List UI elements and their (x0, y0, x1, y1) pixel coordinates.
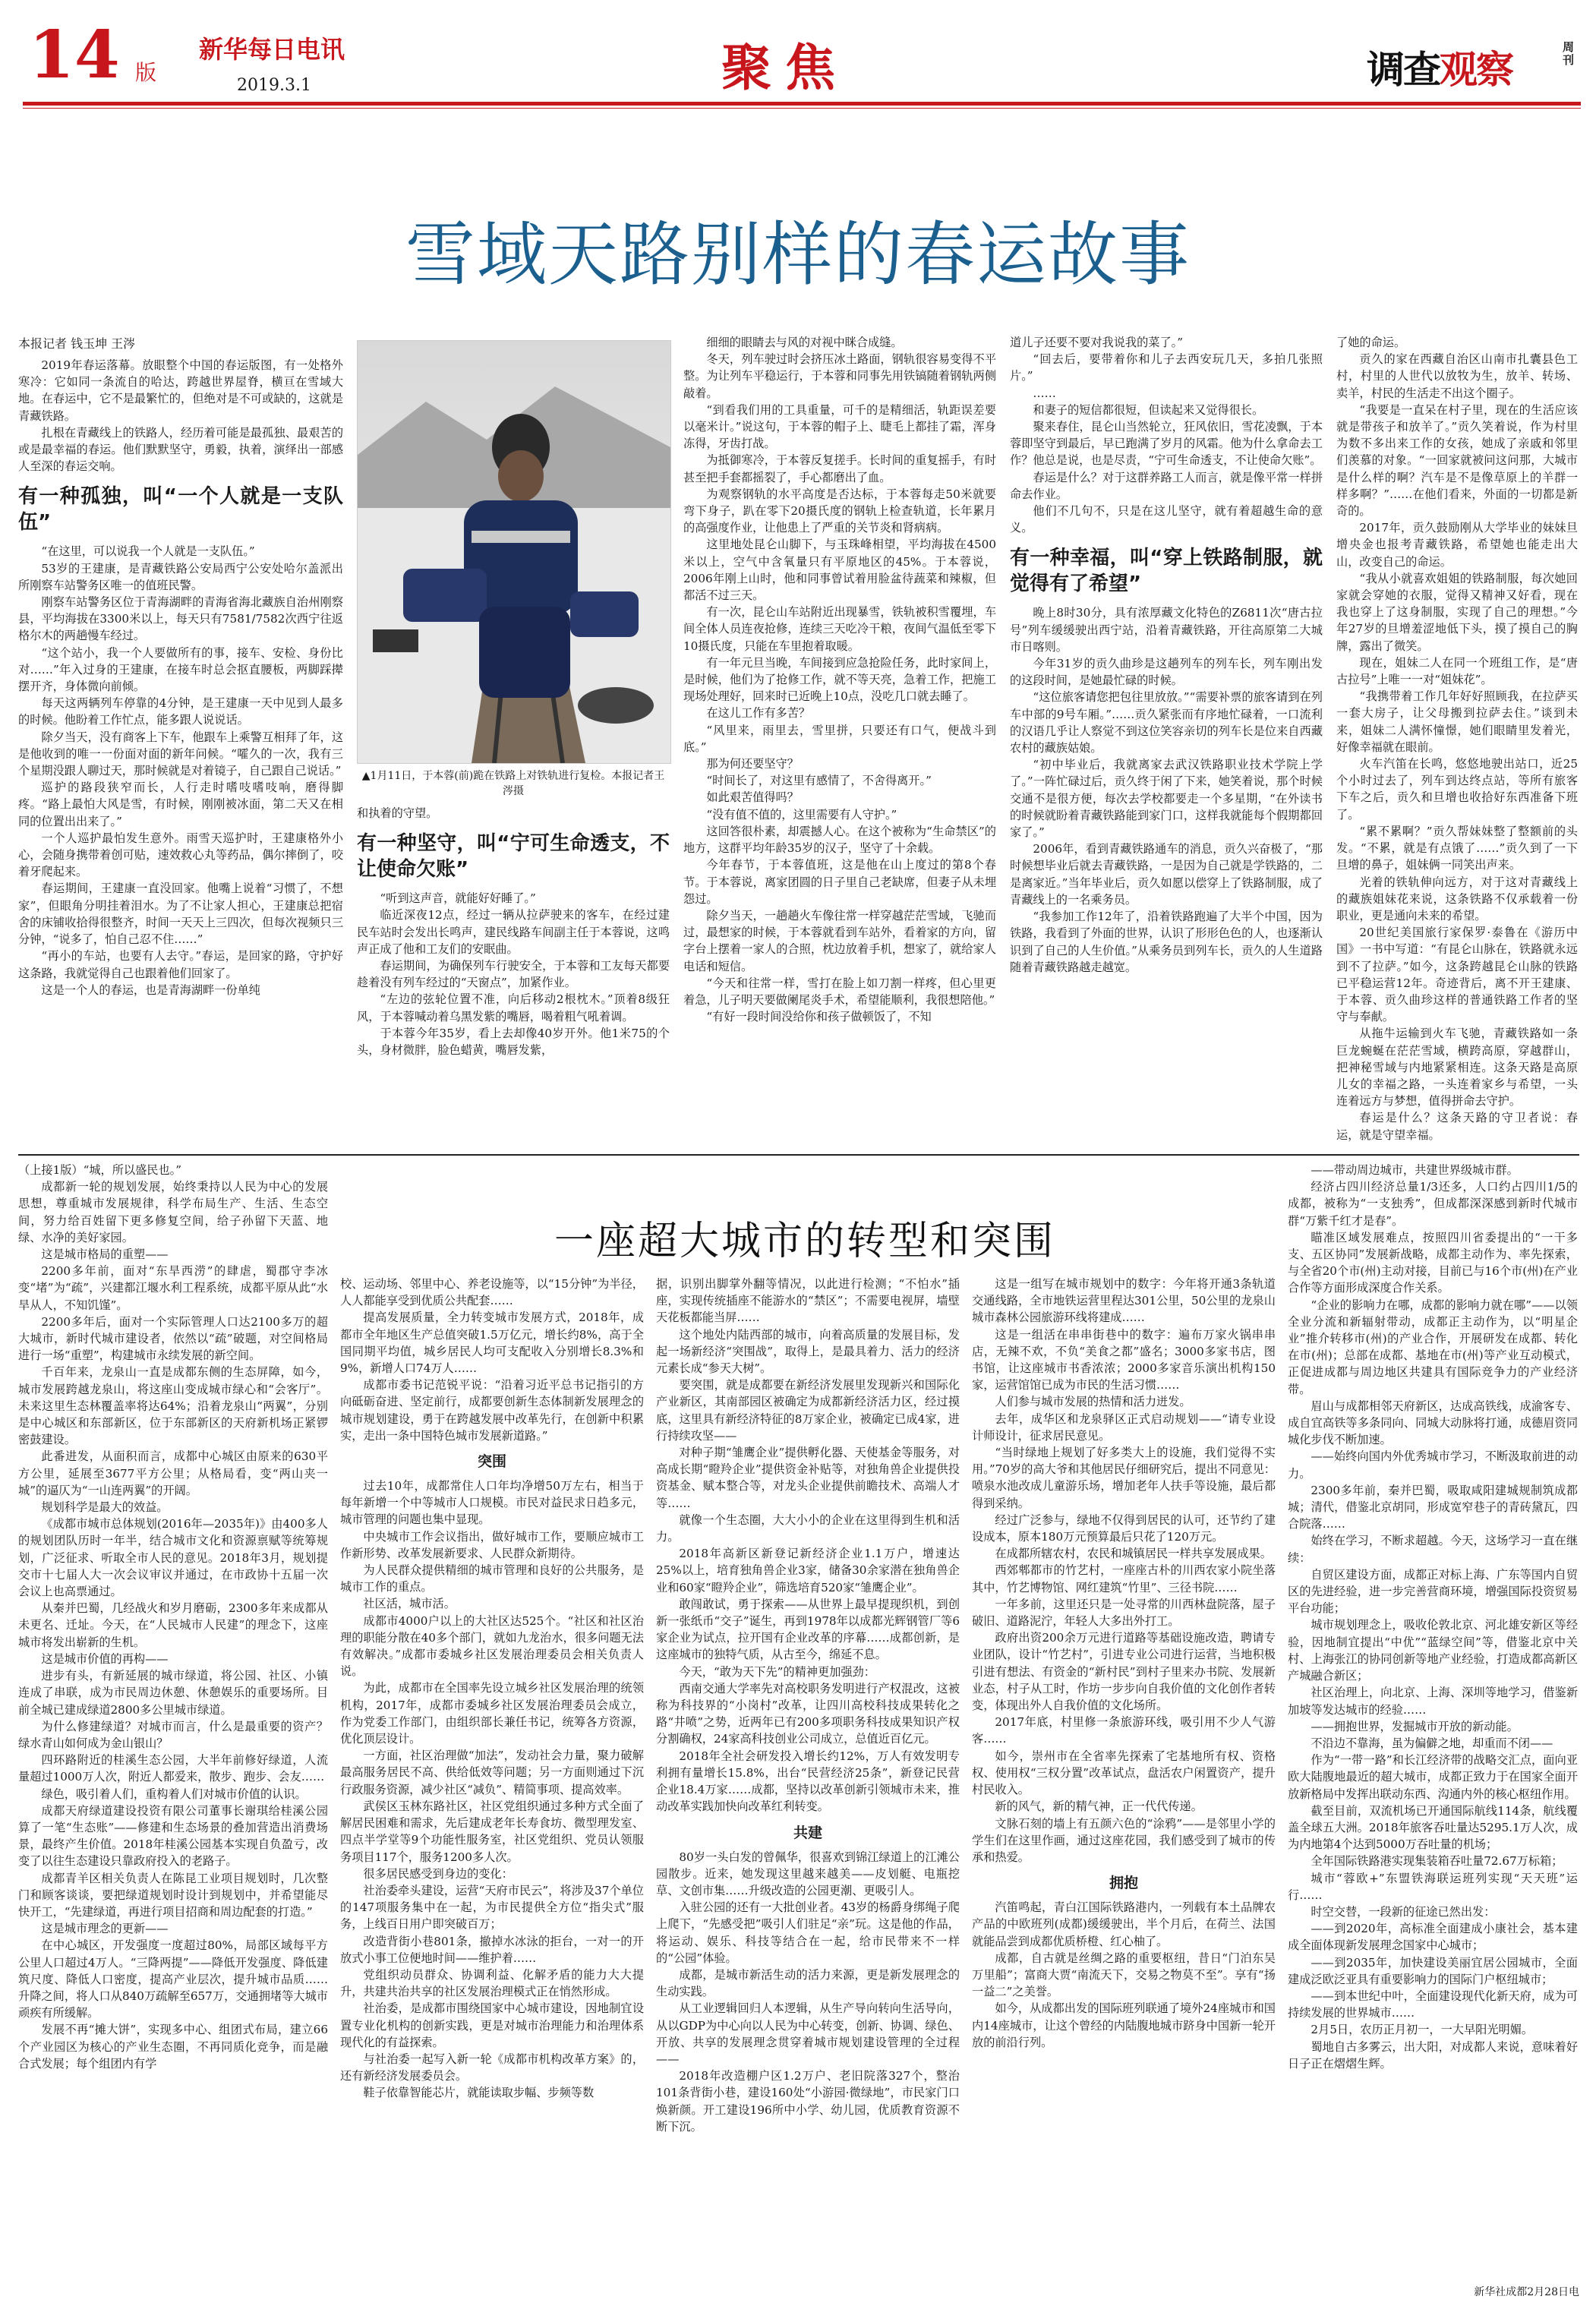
column-brand-sub: 周刊 (1563, 40, 1575, 67)
paragraph: 这是一组活在串串街巷中的数字：遍布万家火锅串串店，无辣不欢，不负“美食之都”盛名；3000多家书店，图书馆，让这座城市书香浓浓；2000多家音乐演出机构150家，运营馆馆已成为市民的生活习惯…… (972, 1327, 1276, 1393)
article2-col5-body (1288, 1162, 1578, 2072)
masthead-rule-thin (23, 108, 1581, 109)
paragraph: 这是一组写在城市规划中的数字：今年将开通3条轨道交通线路，全市地铁运营里程达301公里，50公里的龙泉山城市森林公园旅游环线将建成…… (972, 1277, 1276, 1325)
article1-column-4 (1010, 334, 1323, 1148)
paragraph: ——到本世纪中叶，全面建设现代化新天府，成为可持续发展的世界城市…… (1288, 1989, 1578, 2020)
article1-col1-intro (18, 357, 343, 475)
article2-col4-body (972, 1899, 1276, 2051)
paragraph: 社区治理上，向北京、上海、深圳等地学习，借鉴新加坡等发达城市的经验…… (1288, 1686, 1578, 1717)
paragraph: 西郊郫都市的竹艺村，一座座古朴的川西农家小院坐落其中，竹艺博物馆、网红建筑“竹里”、三径书院…… (972, 1563, 1276, 1594)
paragraph: “我参加工作12年了，沿着铁路跑遍了大半个中国，因为铁路，我看到了外面的世界，认识了形形色色的人，也逐渐认识到了自己的人生价值。”从乘务员到列车长，贡久的人生道路随着青藏铁路越走越宽。 (1010, 910, 1323, 974)
article1-subhead-3: 有一种幸福，叫“穿上铁路制服，就觉得有了希望” (1010, 547, 1323, 596)
paragraph: 为抵御寒冷，于本蓉反复搓手。长时间的重复摇手，有时甚至把手套都摇裂了，手心都磨出了血。 (683, 453, 996, 484)
article1-headline: 雪域天路别样的春运故事 (405, 214, 1191, 295)
paragraph: “左边的弦轮位置不准，向后移动2根枕木。”顶着8级狂风，于本蓉喊动着乌黑发紫的嘴唇，喝着粗气吼着调。 (357, 992, 670, 1024)
article2-subhead-3: 拥抱 (1109, 1875, 1138, 1892)
paragraph: 贡久的家在西藏自治区山南市扎囊县色工村，村里的人世代以放牧为生，放羊、转场、卖羊，村民的生活走不出这个圈子。 (1336, 352, 1578, 400)
paragraph: 据，识别出脚掌外翻等情况，以此进行检测；“不怕水”插座，实现传统插座不能游水的“禁区”；不需要电视屏，墙壁天花板都能当屏…… (656, 1277, 960, 1325)
article2-col2-top (340, 1276, 644, 1444)
paragraph: 文脉石刻的墙上有五颜六色的“涂鸦”——是邻里小学的学生们在这里作画，通过这座花园，我们感受到了城市的传承和热爱。 (972, 1816, 1276, 1864)
paragraph: 城市“蓉欧+”东盟铁海联运班列实现“天天班”运行…… (1288, 1871, 1578, 1902)
paragraph: “回去后，要带着你和儿子去西安玩几天，多拍几张照片。” (1010, 352, 1323, 383)
paragraph: 不沿边不靠海，虽为偏僻之地，却重而不闭—— (1311, 1736, 1553, 1750)
paragraph: 对种子期“雏鹰企业”提供孵化器、天使基金等服务，对高成长期“瞪羚企业”提供资金补贴等，对独角兽企业提供投资基金、赋本整合等，对龙头企业提供前瞻技术、高端人才等…… (656, 1446, 960, 1510)
paragraph: ——到2035年，加快建设美丽宜居公园城市，全面建成泛欧泛亚具有重要影响力的国际门户枢纽城市； (1288, 1955, 1578, 1986)
article1-subhead-1: 有一种孤独，叫“一个人就是一支队伍” (18, 485, 343, 535)
paragraph: 这是城市价值的再构—— (41, 1651, 169, 1666)
paragraph: ——到2020年，高标准全面建成小康社会，基本建成全面体现新发展理念国家中心城市； (1288, 1922, 1578, 1953)
paragraph: 现在，姐妹二人在同一个班组工作，是“唐古拉号”上唯一一对“姐妹花”。 (1336, 655, 1578, 687)
paragraph: 如今，从成都出发的国际班列联通了境外24座城市和国内14座城市，让这个曾经的内陆腹地城市跻身中国新一轮开放的前沿行列。 (972, 2001, 1276, 2049)
paragraph: 春运是什么？对于这群养路工人而言，就是像平常一样拼命去作业。 (1010, 470, 1323, 501)
paragraph: “累不累啊？”贡久帮妹妹整了整额前的头发。“不累，就是有点饿了……”贡久到了一下旦增的鼻子，姐妹俩一同笑出声来。 (1336, 824, 1578, 872)
column-brand (1367, 39, 1512, 94)
article1-subhead-2: 有一种坚守，叫“宁可生命透支，不让使命欠账” (357, 832, 670, 882)
paragraph: 光着的铁轨伸向远方，对于这对青藏线上的藏族姐妹花来说，这条铁路不仅承载着一份职业，更是通向未来的希望。 (1336, 875, 1578, 923)
paragraph: ——拥抱世界，发掘城市开放的新动能。 (1311, 1719, 1519, 1733)
paragraph: 政府出资200余万元进行道路等基础设施改造，聘请专业团队，设计“竹艺村”，引进专业公司进行运营，当地积极引进有想法、有资金的“新村民”到村子里来办书院、发展新业态，村子从工时，作坊一步步向自我价值的文化创作者转变，体现出外人自我价值的文化场所。 (972, 1631, 1276, 1713)
paragraph: 如此艰苦值得吗？ (706, 790, 799, 805)
paragraph: 改造背街小巷801条，撤掉水冰泳的拒台，一对一的开放式小事工位便地时间——维护着…… (340, 1934, 644, 1965)
paragraph: 春运期间，为确保列车行驶安全，于本蓉和工友每天都要趁着没有列车经过的“天窗点”，加紧作业。 (357, 959, 670, 990)
article1-photo-caption: ▲1月11日，于本蓉(前)跪在铁路上对铁轨进行复检。本报记者王涔摄 (361, 770, 665, 797)
paragraph: 过去10年，成都常住人口年均净增50万左右，相当于每年新增一个中等城市人口规模。市民对益民求日趋多元，城市管理的问题也集中显现。 (340, 1479, 644, 1527)
article2-column-4 (972, 1276, 1276, 2301)
paragraph: 除夕当天，没有商客上下车，他跟车上乘警互相拜了年，这是他收到的唯一一份面对面的新年问候。“嚯久的一次，我有三个星期没跟人聊过天，那时候就是对着镜子，自己跟自己说话。” (18, 730, 343, 778)
paragraph: 和妻子的短信都很短，但读起来又觉得很长。 (1033, 402, 1264, 417)
page-suffix: 版 (135, 60, 157, 85)
paragraph: 党组织动员群众、协调利益、化解矛盾的能力大大提升，共建共治共享的社区发展治理模式正在悄然形成。 (340, 1967, 644, 1999)
paragraph: 《成都市城市总体规划(2016年—2035年)》由400多人的规划团队历时一年半，结合城市文化和资源禀赋等统筹规划，广泛征求、听取全市人民的意见。2018年3月，规划提交市十七届人大一次会议审议并通过，在市政协十五届一次会议上也高票通过。 (18, 1517, 328, 1599)
paragraph: “时间长了，对这里有感情了，不舍得离开。” (706, 774, 932, 788)
paragraph: “我从小就喜欢姐姐的铁路制服，每次她回家就会穿她的衣服，觉得又精神又好看，现在我也穿上了这身制服，实现了自己的理想。”今年27岁的旦增羞涩地低下头，摸了摸自己的胸牌，露出了微笑。 (1336, 571, 1578, 653)
paragraph: 要突围，就是成都要在新经济发展里发现新兴和国际化产业新区，其南部园区被确定为成都新经济活力区，经过摸底，这里具有新经济特征的8万家企业，被确定已成4家，进行持续攻坚—— (656, 1378, 960, 1443)
paragraph: 这里地处昆仑山脚下，与玉珠峰相望，平均海拔在4500米以上，空气中含氧量只有平原地区的45%。于本蓉说，2006年刚上山时，他和同事曾试着用脸盆待蔬菜和辣椒，但都活不过三天。 (683, 538, 996, 603)
paragraph: 与社治委一起写入新一轮《成都市机构改革方案》的，还有新经济发展委员会。 (340, 2052, 644, 2083)
paragraph: 从工业逻辑回归人本逻辑，从生产导向转向生活导向，从以GDP为中心向以人民为中心转变，创新、协调、绿色、开放、共享的发展理念贯穿着城市规划建设管理的全过程—— (656, 2001, 960, 2066)
paragraph: 社治委牵头建设，运营“天府市民云”，将涉及37个单位的147项服务集中在一起，为市民提供全方位“指尖式”服务，上线百日用户即突破百万； (340, 1883, 644, 1932)
paragraph: 扎根在青藏线上的铁路人，经历着可能是最孤独、最艰苦的或是最幸福的春运。他们默默坚守，勇毅，执着，演绎出一部感人至深的春运交响。 (18, 425, 343, 474)
paragraph: 在成都所辖农村，农民和城镇居民一样共享发展成果。 (995, 1547, 1272, 1561)
paragraph: 一个人巡护最怕发生意外。雨雪天巡护时，王建康格外小心，会随身携带着创可贴，速效救心丸等药品，偶尔摔倒了，咬着牙爬起来。 (18, 831, 343, 879)
article2-headline: 一座超大城市的转型和突围 (554, 1219, 1055, 1264)
paragraph: “听到这声音，就能好好睡了。” (380, 891, 536, 906)
article1-column-1 (18, 357, 343, 1147)
paragraph: 他们不几句不，只是在这儿坚守，就有着超越生命的意义。 (1010, 504, 1323, 535)
paragraph: 2200多年前，面对“东旱西涝”的肆虐，蜀郡守李冰变“堵”为“疏”，兴建都江堰水利工程系统，成都平原从此“水旱从人，不知饥馑”。 (18, 1264, 328, 1312)
paragraph: 53岁的王建康，是青藏铁路公安局西宁公安处哈尔盖派出所刚察车站警务区唯一的值班民警。 (18, 561, 343, 592)
paragraph: 为此，成都市在全国率先设立城乡社区发展治理的统领机构，2017年，成都市委城乡社区发展治理委员会成立，作为党委工作部门，由组织部长兼任书记，统筹各方资源，优化顶层设计。 (340, 1681, 644, 1746)
paragraph: 时空交替，一段新的征途已然出发： (1311, 1904, 1496, 1919)
paragraph: 2018年高新区新登记新经济企业1.1万户，增速达25%以上，培育独角兽企业3家，储备30余家潜在独角兽企业和60家“瞪羚企业”，筛选培育520家“雏鹰企业”。 (656, 1547, 960, 1594)
paragraph: 为人民群众提供精细的城市管理和良好的公共服务，是城市工作的重点。 (340, 1563, 644, 1594)
paragraph: 2006年，看到青藏铁路通车的消息，贡久兴奋极了，“那时候想毕业后就去青藏铁路，一是因为自己就是学铁路的，二是离家近。”当年毕业后，贡久如愿以偿穿上了铁路制服，成了青藏线上的一名乘务员。 (1010, 842, 1323, 907)
page-number: 14 (29, 17, 120, 93)
article2-subhead-1: 突围 (477, 1453, 506, 1471)
paragraph: 成都新一轮的规划发展，始终秉持以人民为中心的发展思想，尊重城市发展规律，科学布局生产、生活、生态空间，努力给百姓留下更多修复空间，给子孙留下天蓝、地绿、水净的美好家园。 (18, 1180, 328, 1244)
paragraph: 截至目前，双流机场已开通国际航线114条，航线覆盖全球五大洲。2018年旅客吞吐量达5295.1万人次，成为内地第4个达到5000万吞吐量的机场； (1288, 1803, 1578, 1852)
paragraph: 全年国际铁路港实现集装箱吞吐量72.67万标箱； (1311, 1854, 1563, 1869)
paragraph: 汽笛鸣起，青白江国际铁路港内，一列载有本土品牌农产品的中欧班列(成都)缓缓驶出，半个月后，在荷兰、法国就能品尝到成都优质桥橙、红心柚了。 (972, 1900, 1276, 1948)
issue-date: 2019.3.1 (237, 76, 311, 95)
article2-column-3 (656, 1276, 960, 2301)
paragraph: 一年多前，这里还只是一处寻常的川西林盘院落，屋子破旧、道路泥泞，年轻人大多出外打工。 (972, 1597, 1276, 1629)
paragraph: 进步有头，有新延展的城市绿道，将公园、社区、小镇连成了串联，成为市民周边休憩、休憩娱乐的重要场所。目前全城已建成绿道2800多公里城市绿道。 (18, 1669, 328, 1717)
paragraph: “风里来，雨里去，雪里拼，只要还有口气，便战斗到底。” (683, 723, 996, 754)
paragraph: 人们参与城市发展的热情和活力迸发。 (995, 1395, 1191, 1409)
article2-col1-body (18, 1162, 328, 2072)
paragraph: 了她的命运。 (1336, 336, 1406, 349)
paragraph: “没有值不值的，这里需要有人守护。” (706, 807, 897, 822)
paragraph: “在这里，可以说我一个人就是一支队伍。” (41, 544, 255, 559)
paragraph: 此番进发，从面积而言，成都中心城区由原来的630平方公里，延展至3677平方公里；从格局看，变“两山夹一城”的逼仄为“一山连两翼”的开阔。 (18, 1449, 328, 1497)
paragraph: 春运是什么？这条天路的守卫者说：春运，就是守望幸福。 (1336, 1111, 1578, 1142)
paragraph: 成都，自古就是丝绸之路的重要枢纽，昔日“门泊东吴万里船”；富商大贾“南流天下，交易之物莫不至”。享有“扬一益二”之美誉。 (972, 1951, 1276, 1999)
paragraph: 2019年春运落幕。放眼整个中国的春运版图，有一处格外寒冷：它如同一条流自的哈达，跨越世界屋脊，横亘在雪域大地。在春运中，它不是最繁忙的，但绝对是不可或缺的，这就是青藏铁路。 (18, 358, 343, 423)
paragraph: 作为“一带一路”和长江经济带的战略交汇点，面向亚欧大陆腹地最近的超大城市，成都正致力于在国家全面开放新格局中发挥出联动东西、沟通内外的核心枢纽作用。 (1288, 1753, 1578, 1801)
paragraph: “当时绿地上规划了好多类大上的设施，我们觉得不实用。”70岁的高大爷和其他居民仔细研究后，提出不同意见：喷泉水池改成儿童游乐场，增加老年人扶手等设施，最后都得到采纳。 (972, 1446, 1276, 1510)
paragraph: 除夕当天，一趟趟火车像往常一样穿越茫茫雪域，飞驰而过，最想家的时候，于本蓉就看到车站外，看着家的方向，留字台上摆着一家人的合照，枕边放着手机，想家了，就给家人电话和短信。 (683, 908, 996, 973)
paragraph: 2200多年后，面对一个实际管理人口达2100多万的超大城市，新时代城市建设者，依然以“疏”破题，对空间格局进行一场“重塑”，构建城市永续发展的新空间。 (18, 1314, 328, 1363)
paragraph: “这个站小，我一个人要做所有的事，接车、安检、身份比对……”年入过身的王建康，在接车时总会抠直腰板，两脚踩撵摆开齐，身体微向前倾。 (18, 645, 343, 694)
paragraph: “我要是一直呆在村子里，现在的生活应该就是带孩子和放羊了。”贡久笑着说，作为村里为数不多出来工作的女孩，她成了亲戚和邻里们羡慕的对象。“一回家就被问这问那，大城市是什么样的啊？汽车是不是像草原上的羊群一样多啊？”……在他们看来，外面的一切都是新奇的。 (1336, 402, 1578, 519)
paragraph: 成都市4000户以上的大社区达525个。“社区和社区治理的职能分散在40多个部门，就如九龙治水，很多问题无法有效解决。”成都市委城乡社区发展治理委员会相关负责人说。 (340, 1613, 644, 1679)
article2-col3-body (656, 1849, 960, 2135)
paragraph: 校、运动场、邻里中心、养老设施等，以“15分钟”为半径，人人都能享受到优质公共配套…… (340, 1277, 644, 1308)
paragraph: 这是城市格局的重塑—— (41, 1247, 169, 1262)
article2-col4-top (972, 1276, 1276, 1866)
paragraph: “有好一段时间没给你和孩子做顿饭了，不知 (706, 1010, 932, 1024)
paragraph: 成都天府绿道建设投资有限公司董事长谢琪给桂溪公园算了一笔“生态账”——修建和生态场景的叠加营造出消费场景，最终产生价值。2018年桂溪公园基本实现自负盈亏，改变了以往生态建设只靠政府投入的老路子。 (18, 1803, 328, 1869)
paragraph: 2017年，贡久鼓励刚从大学毕业的妹妹旦增央金也报考青藏铁路，希望她也能走出大山，改变自己的命运。 (1336, 521, 1578, 569)
paragraph: 那为何还要坚守？ (706, 757, 799, 771)
paragraph: 始终在学习，不断求超越。今天，这场学习一直在继续： (1288, 1534, 1578, 1565)
paragraph: 这是城市理念的更新—— (41, 1922, 169, 1936)
paragraph: 有一年元旦当晚，车间接到应急抢险任务，此时家间上，是时候，他们为了抢修工作，就不等天亮，急着工作，把施工现场处理好，回来时已近晚上10点，没吃几口就去睡了。 (683, 655, 996, 704)
paragraph: 如今，崇州市在全省率先探索了宅基地所有权、资格权、使用权“三权分置”改革试点，盘活农户闲置资产，提升村民收入。 (972, 1749, 1276, 1797)
paragraph: 成都青羊区相关负责人在陈昆工业项目规划时，几次整门和顾客谈谈，要把绿道规划时设计到规划中，并希望能尽快开工，“先建绿道，再进行项目招商和周边配套的打造。” (18, 1871, 328, 1919)
paragraph: 从拖牛运输到火车飞驰，青藏铁路如一条巨龙蜿蜒在茫茫雪域，横跨高原，穿越群山，把神秘雪域与内地紧紧相连。这条天路是高原儿女的幸福之路，一头连着家乡与希望，一头连着远方与梦想，值得拼命去守护。 (1336, 1027, 1578, 1109)
article-divider (18, 1154, 1579, 1156)
article2-column-5 (1288, 1162, 1578, 2278)
article2-dateline: 新华社成都2月28日电 (1474, 2286, 1579, 2298)
worker-on-rail-photo (358, 341, 670, 763)
article1-col4-top (1010, 334, 1323, 536)
paper-name: 新华每日电讯 (199, 35, 345, 64)
paragraph: 四环路附近的桂溪生态公园，大半年前修好绿道，人流量超过1000万人次，附近人都爱来，散步、跑步、会友…… (18, 1753, 328, 1784)
article1-col2-top (357, 805, 670, 822)
article2-col3-top (656, 1276, 960, 1815)
article1-photo (357, 340, 671, 764)
paragraph: “我携带着工作几年好好照顾我，在拉萨买一套大房子，让父母搬到拉萨去住。”谈到未来，姐妹二人满怀憧憬，她们眼睛里发着光，好像幸福就在眼前。 (1336, 689, 1578, 754)
section-title: 聚焦 (721, 38, 849, 97)
article2-subhead-2: 共建 (793, 1824, 822, 1841)
paragraph: 和执着的守望。 (357, 806, 438, 820)
paragraph: 瞄准区域发展难点，按照四川省委提出的“一干多支、五区协同”发展新战略，成都主动作为、率先探索，与全省20个市(州)主动对接，目前已与16个市(州)在产业合作等方面形成深度合作关系。 (1288, 1230, 1578, 1295)
paragraph: 成都市委书记范锐平说：“沿着习近平总书记指引的方向砥砺奋进、坚定前行，成都要创新生态体制新发展理念的城市规划建设，勇于在跨越发展中改革先行，在创新中积累实，走出一条中国特色城市发展新道路。” (340, 1378, 644, 1443)
paragraph: 20世纪美国旅行家保罗·泰鲁在《游历中国》一书中写道：“有昆仑山脉在，铁路就永远到不了拉萨。”如今，这条跨越昆仑山脉的铁路已平稳运营12年。奇迹背后，离不开王建康、于本蓉、贡久曲珍这样的普通铁路工作者的坚守与奉献。 (1336, 926, 1578, 1024)
paragraph: 中央城市工作会议指出，做好城市工作，要顺应城市工作新形势、改革发展新要求、人民群众新期待。 (340, 1529, 644, 1560)
paragraph: 很多居民感受到身边的变化： (363, 1866, 513, 1881)
paragraph: 细细的眼睛去与风的对视中眯合成缝。 (706, 336, 903, 349)
paragraph: 发展不再“摊大饼”，实现多中心、组团式布局，建立66个产业园区为核心的产业生态圈，不再同质化竞争，而是融合式发展；每个组团内有学 (18, 2023, 328, 2071)
paragraph: 社治委，是成都市围绕国家中心城市建设，因地制宜设置专业化机构的创新实践，更是对城市治理能力和治理体系现代化的有益探索。 (340, 2001, 644, 2049)
paragraph: 这个地处内陆西部的城市，向着高质量的发展目标，发起一场新经济“突围战”，取得上，是最具着力、活力的经济元素长成“参天大树”。 (656, 1327, 960, 1376)
paragraph: “到看我们用的工具重量，可千的是精细活，轨距误差要以毫米计。”说这句，于本蓉的帽子上、睫毛上都挂了霜，浑身冻得，牙齿打战。 (683, 402, 996, 451)
paragraph: 经济占四川经济总量1/3还多，人口约占四川1/5的成都，被称为“一支独秀”，但成都深深感到新时代城市群“万紫千红才是春”。 (1288, 1180, 1578, 1228)
paragraph: 道儿子还要不要对我说我的菜了。” (1010, 336, 1183, 349)
paragraph: 提高发展质量，全力转变城市发展方式，2018年，成都市全年地区生产总值突破1.5万亿元，增长约8%，高于全国同期平均值，城乡居民人均可支配收入分别增长8.3%和9%，新增人口74万人…… (340, 1311, 644, 1376)
paragraph: 经过广泛参与，绿地不仅得到居民的认可，还节约了建设成本，原本180万元预算最后只花了120万元。 (972, 1512, 1276, 1544)
paragraph: “今天和往常一样，雪打在脸上如刀割一样疼，但心里更着急，儿子明天要做阑尾炎手术，希望能顺利，我很想陪他。” (683, 976, 996, 1007)
paragraph: …… (1033, 386, 1056, 400)
paragraph: 社区活，城市活。 (363, 1597, 456, 1611)
paragraph: 武侯区玉林东路社区，社区党组织通过多种方式全面了解居民困难和需求，先后建成老年长寿食坊、微型理发室、四点半学堂等9个功能性服务室，社区党组织、党员认领服务项目117个，服务1200多人次。 (340, 1799, 644, 1864)
paragraph: 于本蓉今年35岁，看上去却像40岁开外。他1米75的个头，身材微胖，脸色蜡黄，嘴唇发紫， (357, 1026, 670, 1058)
masthead-rule (23, 102, 1581, 106)
article1-col3-body (683, 334, 996, 1025)
paragraph: 这是一个人的春运，也是青海湖畔一份单纯 (41, 983, 260, 997)
article1-column-3 (683, 334, 996, 1148)
article1-col4-body (1010, 604, 1323, 975)
paragraph: 2月5日，农历正月初一，一大早阳光明媚。 (1311, 2023, 1534, 2037)
paragraph: 绿色，吸引着人们，重构着人们对城市价值的认识。 (41, 1787, 307, 1801)
paragraph: ——始终向国内外优秀城市学习，不断汲取前进的动力。 (1288, 1449, 1578, 1481)
paragraph: 每天这两辆列车停靠的4分钟，是王建康一天中见到人最多的时候。他盼着工作忙点，能多跟人说说话。 (18, 696, 343, 727)
paragraph: ——带动周边城市，共建世界级城市群。 (1311, 1163, 1519, 1177)
paragraph: 晚上8时30分，具有浓厚藏文化特色的Z6811次“唐古拉号”列车缓缓驶出西宁站，沿着青藏铁路，开往高原第二大城市日喀则。 (1010, 606, 1323, 654)
paragraph: “这位旅客请您把包往里放放。”“需要补票的旅客请到在列车中部的9号车厢。”……贡久紧张而有序地忙碌着，一口流利的汉语几乎让人察觉不到这位笑容亲切的列车长是位来自西藏农村的藏族姑娘。 (1010, 690, 1323, 755)
article1-column-2 (357, 805, 670, 1147)
paragraph: 今年31岁的贡久曲珍是这趟列车的列车长，列车刚出发的这段时间，是她最忙碌的时候。 (1010, 657, 1323, 688)
paragraph: 在这儿工作有多苦？ (706, 706, 811, 721)
paragraph: 为观察钢轨的水平高度是否达标，于本蓉每走50米就要弯下身子，趴在零下20摄氏度的钢轨上检查轨道，长年累月的高强度作业，让他患上了严重的关节炎和肾病病。 (683, 487, 996, 535)
paragraph: 今年春节，于本蓉值班，这是他在山上度过的第8个春节。于本蓉说，离家团圆的日子里自己老缺席，但妻子从未埋怨过。 (683, 858, 996, 906)
paragraph: 就像一个生态圈，大大小小的企业在这里得到生机和活力。 (656, 1512, 960, 1544)
paragraph: “再小的车站，也要有人去守。”春运，是回家的路，守护好这条路，我就觉得自己也跟着他们回家了。 (18, 949, 343, 980)
paragraph: 聚来春住，昆仑山当然轮立，狂风依旧，雪花凌飘，于本蓉即坚守到最后，早已跑满了岁月的风霜。他为什么拿命去工作？他总是说，也是尽责，“宁可生命透支，不让使命欠账”。 (1010, 420, 1323, 468)
paragraph: （上接1版）“城，所以盛民也。” (18, 1163, 182, 1177)
paragraph: 今天，“敢为天下先”的精神更加强劲： (679, 1664, 875, 1679)
paragraph: 蜀地自古多雾云，出大阳，对成都人来说，意味着好日子正在熠熠生辉。 (1288, 2039, 1578, 2071)
paragraph: 新的风气，新的精气神，正一代代传递。 (995, 1799, 1203, 1814)
article1-byline: 本报记者 钱玉坤 王涔 (18, 336, 136, 351)
paragraph: 2018年全社会研发投入增长约12%，万人有效发明专利拥有量增长15.8%，出台“民营经济25条”，新登记民营企业18.4万家……成都，坚持以改革创新引领城市未来，推动改革实践加快向改革红利转变。 (656, 1749, 960, 1814)
article1-col1-body (18, 543, 343, 998)
paragraph: 2017年底，村里修一条旅游环线，吸引用不少人气游客…… (972, 1715, 1276, 1746)
paragraph: 80岁一头白发的曾佩华，很喜欢到锦江绿道上的江滩公园散步。近来，她发现这里越来越美——皮划艇、电瓶挖草、文创市集……升级改造的公园更潮、更吸引人。 (656, 1850, 960, 1897)
paragraph: “企业的影响力在哪，成都的影响力就在哪”——以领全业分流和新辐射带动，成都正主动作为，以“明星企业”推介转移市(州)的产业合作，开展研发在成都、转化在市(州)；总部在成都、基地在市(州)等产业互动模式，正促进成都与周边地区共建具有国际竞争力的产业经济带。 (1288, 1298, 1578, 1396)
paragraph: 从秦并巴蜀，几经战火和岁月磨砺，2300多年来成都从未更名、迁址。今天，在“人民城市人民建”的理念下，这座城市将发出崭新的生机。 (18, 1601, 328, 1649)
paragraph: 去年，成华区和龙泉驿区正式启动规划——“请专业设计师设计，征求居民意见。 (972, 1411, 1276, 1443)
paragraph: 刚察车站警务区位于青海湖畔的青海省海北藏族自治州刚察县，平均海拔在3300米以上，每天只有7581/7582次西宁往返格尔木的两趟慢车经过。 (18, 595, 343, 643)
paragraph: 为什么修建绿道？对城市而言，什么是最重要的资产？绿水青山如何成为金山银山？ (18, 1719, 328, 1750)
paragraph: 自贸区建设方面，成都正对标上海、广东等国内自贸区的先进经验，进一步完善营商环境，增强国际投资贸易平台功能； (1288, 1567, 1578, 1616)
paragraph: 巡护的路段狭窄而长，人行走时嗜吱嗜吱响，磨得脚疼。“路上最怕大风是雪，有时候，刚刚被冰面，第二天又在相同的位置出出来了。” (18, 781, 343, 828)
paragraph: 鞋子依靠智能芯片，就能读取步幅、步频等数 (363, 2086, 595, 2100)
paragraph: 这回答很朴素，却震撼人心。在这个被称为“生命禁区”的地方，这群平均年龄35岁的汉子，坚守了十余载。 (683, 824, 996, 856)
article1-column-5 (1336, 334, 1578, 1148)
paragraph: 冬天，列车驶过时会挤压冰土路面，钢轨很容易变得不平整。为让列车平稳运行，于本蓉和同事先用铁镐随着钢轨两侧敲着。 (683, 352, 996, 400)
paragraph: “初中毕业后，我就离家去武汉铁路职业技术学院上学了。”一阵忙碌过后，贡久终于闲了下来，她笑着说，那个时候交通不是很方便，每次去学校都要走一个多星期，“在外读书的时候就盼着青藏铁路能到家门口，这样我就能每个假期都回家了。” (1010, 758, 1323, 840)
paragraph: 有一次，昆仑山车站附近出现暴雪，铁轨被积雪覆埋，车间全体人员连夜抢修，连续三天吃冷干粮，夜间气温低至零下10摄氏度，只能在车里抱着取暖。 (683, 605, 996, 653)
article2-column-2 (340, 1276, 644, 2301)
paragraph: 入驻公园的还有一大批创业者。43岁的杨爵身绑绳子爬上爬下，“先感受把”吸引人们驻足“亲”玩。这是他的作品，将运动、娱乐、科技等结合在一起，给市民带来不一样的“公园”体验。 (656, 1900, 960, 1965)
article2-col2-body (340, 1478, 644, 2102)
article2-column-1 (18, 1162, 328, 2301)
paragraph: 成都，是城市新活生动的活力来源，更是新发展理念的生动实践。 (656, 1967, 960, 1999)
paragraph: 2018年改造棚户区1.2万户、老旧院落327个，整治101条背街小巷，建设160处“小游园·微绿地”，市民家门口焕新颜。开工建设196所中小学、幼儿园，优质教育资源不断下沉。 (656, 2069, 960, 2134)
paragraph: 在中心城区，开发强度一度超过80%，局部区域每平方公里人口超过4万人。“三降两提”——降低开发强度、降低建筑尺度、降低人口密度，提高产业层次，提升城市品质……升降之间，将人口从840万疏解至657万，交通拥堵等大城市顽疾有所缓解。 (18, 1938, 328, 2020)
paragraph: 2300多年前，秦并巴蜀，吸取咸阳建城规制筑成都城；清代，借鉴北京胡同，形成宽窄巷子的青砖黛瓦，四合院落…… (1288, 1483, 1578, 1531)
paragraph: 临近深夜12点，经过一辆从拉萨驶来的客车，在经过建民车站时会发出长鸣声，建民线路车间副主任于本蓉说，这鸣声正成了他和工友们的安眠曲。 (357, 908, 670, 956)
paragraph: 春运期间，王建康一直没回家。他嘴上说着“习惯了，不想家”，但眼角分明挂着泪水。为了不让家人担心，王建康总把宿舍的床铺收拾得很整齐，时间一天天上三四次，但每次视频只三分钟，“说多了，怕自己忍不住……” (18, 882, 343, 947)
paragraph: 火车汽笛在长鸣，悠悠地驶出站口，近25个小时过去了，列车到达终点站，等所有旅客下车之后，贡久和旦增也收拾好东西准备下班了。 (1336, 757, 1578, 822)
paragraph: 规划科学是最大的效益。 (41, 1500, 169, 1515)
column-brand-b: 观察 (1440, 48, 1512, 92)
article1-col2-body (357, 890, 670, 1058)
paragraph: 城市规划理念上，吸收伦敦北京、河北雄安新区等经验，因地制宜提出“中优”“蓝绿空间”等，借鉴北京中关村、上海张江的协同创新等地产业经验，打造成都高新区产城融合新区； (1288, 1618, 1578, 1683)
paragraph: 千百年来，龙泉山一直是成都东侧的生态屏障，如今，城市发展跨越龙泉山，将这座山变成城市绿心和“会客厅”。未来这里生态林覆盖率将达64%；沿着龙泉山“两翼”，分别是中心城区和东部新区，位于东部新区的天府新机场正紧锣密鼓建设。 (18, 1365, 328, 1447)
paragraph: 一方面，社区治理做“加法”，发动社会力量，聚力破解最高服务居民不高、供给低效等问题；另一方面则通过下沉行政服务资源，减少社区“减负”、精简事项、提高效率。 (340, 1749, 644, 1796)
article1-col5-body (1336, 334, 1578, 1143)
column-brand-a: 调查 (1367, 48, 1440, 92)
paragraph: 敢闯敢试，勇于探索——从世界上最早提现织机，到创新一张纸币“交子”诞生，再到1978年以成都光辉钢管厂等6家企业为试点，拉开国有企业改革的序幕……成都创新，是这座城市的独特气质，从古至今，绵延不息。 (656, 1597, 960, 1662)
paragraph: 西南交通大学率先对高校职务发明进行产权混改，这被称为科技界的“小岗村”改革，让四川高校科技成果转化之路“井喷”之势，近两年已有200多项职务科技成果知识产权分割确权，24家高科技创业公司成立，总值近百亿元。 (656, 1681, 960, 1746)
paragraph: 眉山与成都相邻天府新区，达成高铁线，成渝客专、成自宜高铁等多条同向、同城大动脉将打通，成德眉资同城化步伐不断加速。 (1288, 1399, 1578, 1447)
